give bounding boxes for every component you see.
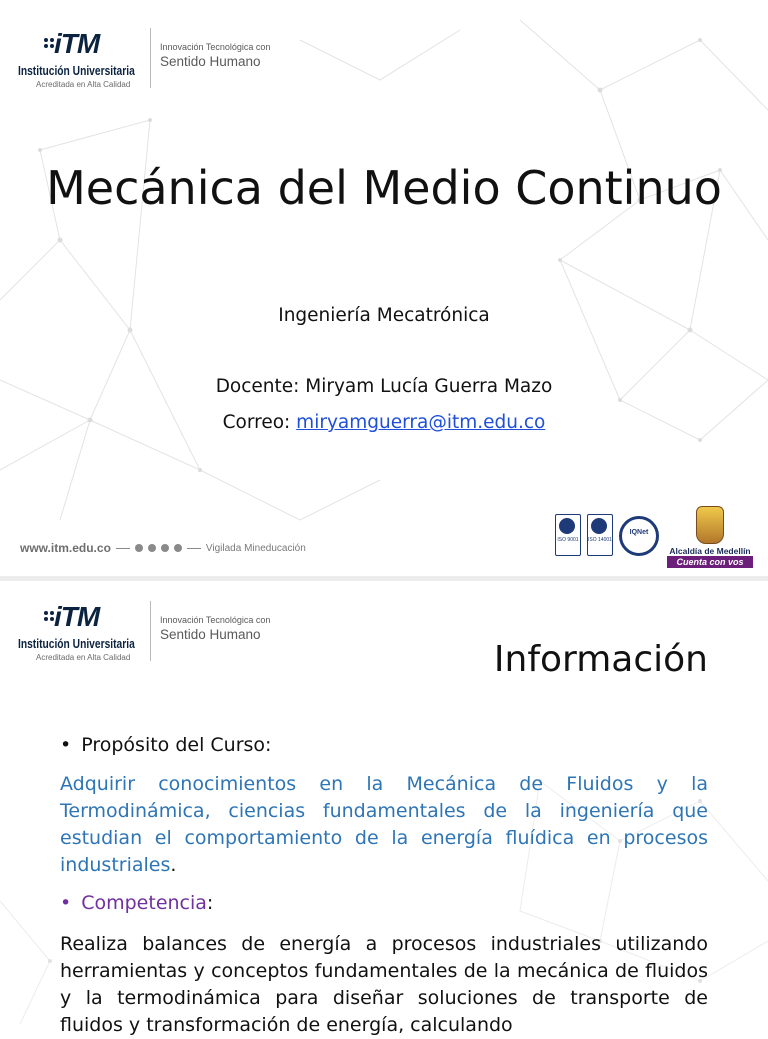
youtube-icon[interactable] xyxy=(174,544,182,552)
footer-website xyxy=(20,541,306,555)
iso-14001-logo: ISO 14001 xyxy=(587,514,613,556)
email-line xyxy=(0,412,768,433)
logo-tagline-small: Innovación Tecnológica con xyxy=(160,615,271,625)
logo-institution: Institución Universitaria xyxy=(18,637,135,651)
purpose-period: . xyxy=(170,854,177,876)
competence-paragraph: Realiza balances de energía a procesos industriales utilizando herramientas y conceptos fundamentales de la mecánica de fluidos y la termodinámica para diseñar soluciones de transporte de fluidos y transformación de energía, calculando xyxy=(60,933,708,1036)
iqnet-logo: IQNet xyxy=(619,516,659,556)
bullet-purpose-label: Propósito del Curso: xyxy=(81,734,272,756)
email-label: Correo: xyxy=(222,412,297,433)
certification-logos xyxy=(555,514,659,556)
logo-brand: iTM xyxy=(54,601,100,632)
bullet-dot-icon: • xyxy=(60,892,72,914)
program-name: Ingeniería Mecatrónica xyxy=(278,305,490,326)
logo-tagline-big: Sentido Humano xyxy=(160,627,261,642)
logo-brand: iTM xyxy=(54,28,100,59)
footer-divider xyxy=(116,548,130,549)
twitter-icon[interactable] xyxy=(161,544,169,552)
iso-9001-logo: ISO 9001 xyxy=(555,514,581,556)
bullet-competence-colon: : xyxy=(206,892,214,914)
bullet-competence xyxy=(60,892,213,914)
instagram-icon[interactable] xyxy=(148,544,156,552)
purpose-paragraph xyxy=(60,771,708,879)
teacher-line: Docente: Miryam Lucía Guerra Mazo xyxy=(215,376,553,397)
purpose-text: Adquirir conocimientos en la Mecánica de Fluidos y la Termodinámica, ciencias fundamentales de la ingeniería que estudian el comportamiento de la energía fluídica en procesos industriales xyxy=(60,773,708,876)
itm-logo xyxy=(18,601,278,671)
facebook-icon[interactable] xyxy=(135,544,143,552)
website-link[interactable]: www.itm.edu.co xyxy=(20,541,111,555)
medellin-name: Alcaldía de Medellín xyxy=(669,546,751,556)
medellin-logo xyxy=(667,506,753,568)
slide-title: Mecánica del Medio Continuo xyxy=(46,161,722,215)
bullet-dot-icon: • xyxy=(60,734,72,756)
email-link[interactable]: miryamguerra@itm.edu.co xyxy=(296,412,546,433)
footer-divider xyxy=(187,548,201,549)
medellin-emblem-icon xyxy=(696,506,724,544)
bullet-purpose xyxy=(60,734,271,756)
logo-tagline-big: Sentido Humano xyxy=(160,54,261,69)
logo-accreditation: Acreditada en Alta Calidad xyxy=(36,653,131,662)
information-title: Información xyxy=(493,639,708,680)
logo-separator xyxy=(150,28,151,88)
itm-logo xyxy=(18,28,278,98)
logo-separator xyxy=(150,601,151,661)
information-slide xyxy=(0,581,768,1036)
medellin-tagline: Cuenta con vos xyxy=(667,556,753,568)
logo-tagline-small: Innovación Tecnológica con xyxy=(160,42,271,52)
vigilada-text: Vigilada Mineducación xyxy=(205,542,306,554)
logo-institution: Institución Universitaria xyxy=(18,64,135,78)
logo-accreditation: Acreditada en Alta Calidad xyxy=(36,80,131,89)
bullet-competence-label: Competencia xyxy=(81,892,207,914)
